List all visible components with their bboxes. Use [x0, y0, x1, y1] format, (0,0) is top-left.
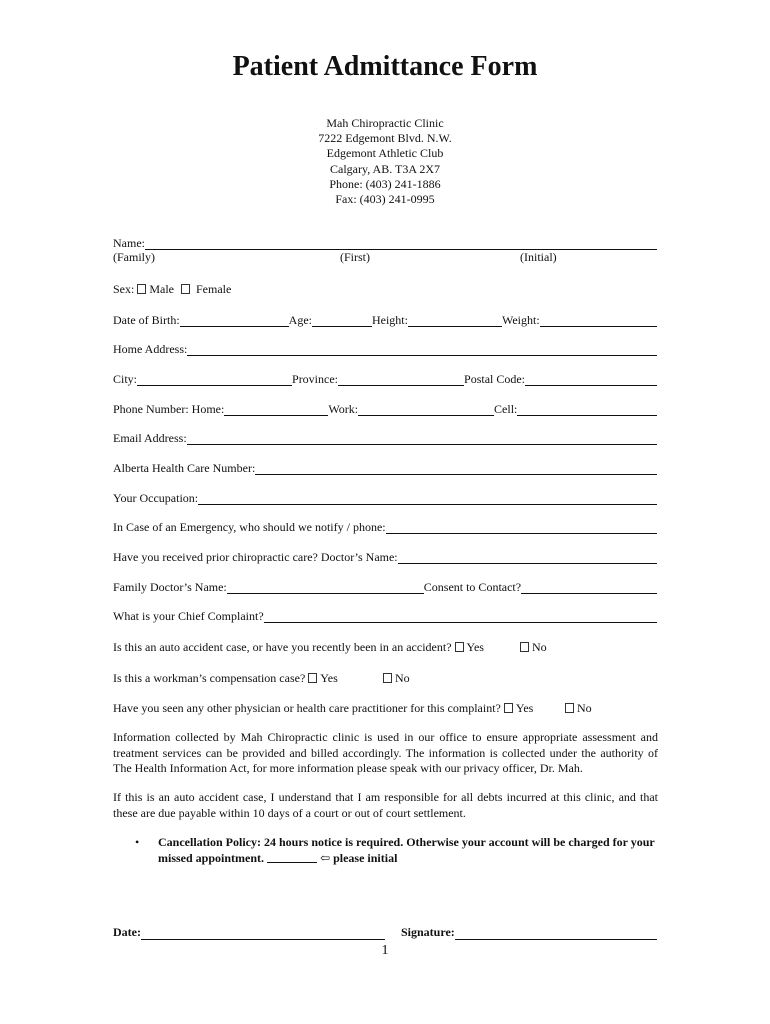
workman-yes-checkbox[interactable] [308, 673, 317, 683]
dob-row [113, 311, 657, 327]
family-doctor-row [113, 578, 657, 594]
other-no-checkbox[interactable] [565, 703, 574, 713]
auto-no-checkbox[interactable] [520, 642, 529, 652]
workman-no-label: No [395, 671, 410, 685]
family-doctor-field[interactable] [227, 581, 424, 594]
auto-accident-text: Is this an auto accident case, or have you recently been in an accident? [113, 640, 455, 654]
family-label: (Family) [113, 250, 155, 264]
sex-row [113, 282, 231, 296]
clinic-name: Mah Chiropractic Clinic [326, 116, 444, 130]
other-physician-text: Have you seen any other physician or health care practitioner for this complaint? [113, 701, 504, 715]
height-label: Height: [371, 313, 408, 327]
other-yes-label: Yes [515, 701, 534, 715]
chief-complaint-label: What is your Chief Complaint? [113, 609, 264, 623]
name-row [113, 234, 657, 250]
phone-work-label: Work: [328, 402, 359, 416]
workman-yes-label: Yes [320, 671, 338, 685]
workman-no-checkbox[interactable] [383, 673, 392, 683]
date-label: Date: [113, 925, 141, 939]
emergency-field[interactable] [386, 521, 657, 534]
workman-no-option [383, 671, 410, 685]
cancellation-policy [158, 835, 658, 866]
health-card-row [113, 459, 657, 475]
postal-code-field[interactable] [525, 373, 657, 386]
female-label: Female [193, 282, 232, 296]
occupation-row [113, 489, 657, 505]
male-label: Male [149, 282, 174, 296]
date-field[interactable] [141, 927, 385, 940]
prior-care-label: Have you received prior chiropractic care? Doctor’s Name: [113, 550, 398, 564]
other-no-label: No [577, 701, 592, 715]
initial-field[interactable] [267, 851, 317, 863]
name-field[interactable] [145, 237, 657, 250]
city-field[interactable] [137, 373, 292, 386]
home-address-label: Home Address: [113, 342, 188, 356]
postal-code-label: Postal Code: [464, 372, 526, 386]
home-address-row [113, 340, 657, 356]
phone-work-field[interactable] [358, 403, 494, 416]
family-doctor-label: Family Doctor’s Name: [113, 580, 227, 594]
phone-home-field[interactable] [224, 403, 328, 416]
auto-no-label: No [532, 640, 547, 654]
phone-home-label: Phone Number: Home: [113, 402, 225, 416]
workman-text: Is this a workman’s compensation case? [113, 671, 309, 685]
city-label: City: [113, 372, 138, 386]
province-field[interactable] [338, 373, 464, 386]
signature-field[interactable] [455, 927, 657, 940]
weight-field[interactable] [540, 314, 657, 327]
consent-label: Consent to Contact? [423, 580, 522, 594]
first-label: (First) [340, 250, 370, 264]
clinic-street: 7222 Edgemont Blvd. N.W. [318, 131, 452, 146]
weight-label: Weight: [501, 313, 540, 327]
policy-bullet: • [135, 835, 140, 849]
clinic-phone: Phone: (403) 241-1886 [329, 176, 441, 191]
province-label: Province: [292, 372, 339, 386]
clinic-address-block [0, 116, 770, 207]
auto-yes-label: Yes [466, 640, 484, 654]
initial-label: (Initial) [520, 250, 557, 264]
home-address-field[interactable] [187, 343, 657, 356]
auto-debt-paragraph: If this is an auto accident case, I understand that I am responsible for all debts incurred at this clinic, and that these are due payable within 10 days of a court or out of court settlement. [113, 790, 658, 820]
prior-care-row [113, 548, 657, 564]
occupation-label: Your Occupation: [113, 491, 199, 505]
page-title: Patient Admittance Form [232, 51, 538, 82]
health-card-field[interactable] [255, 462, 657, 475]
prior-care-field[interactable] [398, 551, 657, 564]
phone-cell-label: Cell: [494, 402, 518, 416]
auto-yes-checkbox[interactable] [455, 642, 464, 652]
chief-complaint-row [113, 607, 657, 623]
auto-accident-question [113, 640, 484, 654]
workman-question [113, 671, 338, 685]
age-field[interactable] [312, 314, 372, 327]
chief-complaint-field[interactable] [264, 610, 657, 623]
male-checkbox[interactable] [137, 284, 146, 294]
phone-cell-field[interactable] [517, 403, 657, 416]
page-number: 1 [381, 943, 389, 958]
email-field[interactable] [187, 432, 657, 445]
other-physician-question [113, 701, 533, 715]
date-row [113, 925, 385, 940]
email-row [113, 429, 657, 445]
phone-row [113, 400, 657, 416]
health-card-label: Alberta Health Care Number: [113, 461, 256, 475]
signature-label: Signature: [401, 925, 455, 939]
emergency-label: In Case of an Emergency, who should we notify / phone: [113, 520, 386, 534]
email-label: Email Address: [113, 431, 187, 445]
other-yes-checkbox[interactable] [504, 703, 513, 713]
clinic-city: Calgary, AB. T3A 2X7 [330, 161, 440, 176]
please-initial-label: ⇦ please initial [320, 850, 398, 865]
city-row [113, 370, 657, 386]
cancellation-policy-text: Cancellation Policy: 24 hours notice is required. Otherwise your account will be charged for your missed appointment. [158, 835, 655, 865]
dob-field[interactable] [180, 314, 289, 327]
signature-row [401, 925, 657, 940]
female-checkbox[interactable] [181, 284, 190, 294]
age-label: Age: [288, 313, 312, 327]
occupation-field[interactable] [198, 492, 657, 505]
sex-label: Sex: [113, 282, 138, 296]
height-field[interactable] [408, 314, 502, 327]
dob-label: Date of Birth: [113, 313, 180, 327]
other-no-option [565, 701, 592, 715]
auto-no-option [520, 640, 547, 654]
privacy-paragraph: Information collected by Mah Chiropractic clinic is used in our office to ensure appropriate assessment and treatment services can be provided and billed accordingly. The information is collected under the authority of The Health Information Act, for more information please speak with our privacy officer, Dr. Mah. [113, 730, 658, 775]
emergency-row [113, 518, 657, 534]
clinic-building: Edgemont Athletic Club [326, 146, 444, 161]
clinic-fax: Fax: (403) 241-0995 [335, 192, 435, 207]
name-label: Name: [113, 236, 145, 250]
consent-field[interactable] [521, 581, 657, 594]
